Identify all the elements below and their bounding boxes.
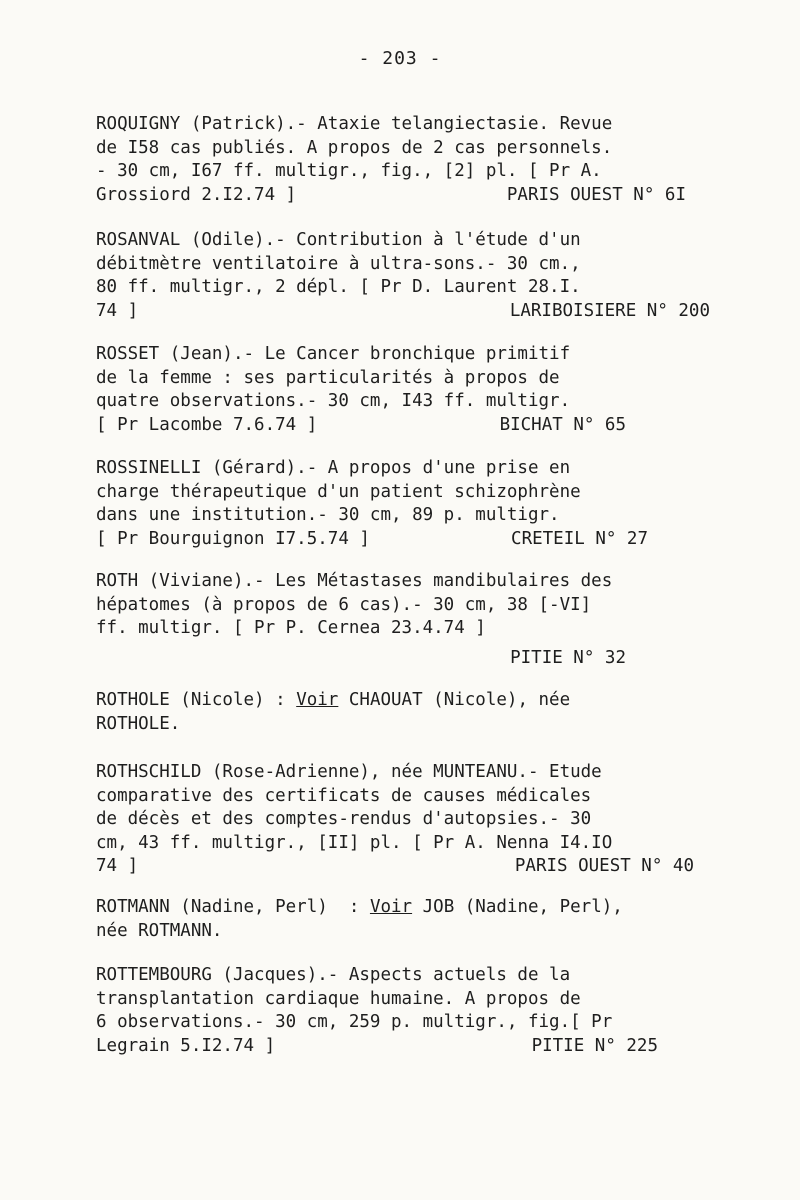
entry-rosanval <box>96 229 716 323</box>
entry-line: débitmètre ventilatoire à ultra-sons.- 30 cm., <box>96 253 581 274</box>
entry-line: de la femme : ses particularités à propos de <box>96 367 560 388</box>
voir-link: Voir <box>369 897 413 917</box>
entry-line: ROSSET (Jean).- Le Cancer bronchique primitif <box>96 344 571 364</box>
entry-line: 74 ] <box>96 856 139 876</box>
entry-line: [ Pr Bourguignon I7.5.74 ] <box>96 528 370 549</box>
entry-line: Grossiord 2.I2.74 ] <box>96 184 297 205</box>
entry-line: née ROTMANN. <box>96 920 223 941</box>
entry-location: BICHAT N° 65 <box>499 414 626 435</box>
entry-rothole <box>96 689 716 736</box>
entry-line: hépatomes (à propos de 6 cas).- 30 cm, 38 [-VI] <box>96 594 592 615</box>
entry-line: cm, 43 ff. multigr., [II] pl. [ Pr A. Nenna I4.IO <box>96 832 613 853</box>
entry-line: dans une institution.- 30 cm, 89 p. multigr. <box>96 505 560 525</box>
entry-line: quatre observations.- 30 cm, I43 ff. multigr. <box>96 391 571 411</box>
entry-roth <box>96 570 716 670</box>
entry-location: PITIE N° 32 <box>510 647 626 668</box>
entry-line: ROQUIGNY (Patrick).- Ataxie telangiectasie. Revue <box>96 114 613 134</box>
entry-location: PARIS OUEST N° 40 <box>514 856 694 876</box>
entry-location: PARIS OUEST N° 6I <box>506 184 686 205</box>
entry-rossinelli <box>96 457 716 551</box>
entry-line: de I58 cas publiés. A propos de 2 cas personnels. <box>96 137 613 158</box>
entry-line: ROSSINELLI (Gérard).- A propos d'une prise en <box>96 458 571 478</box>
entry-line: comparative des certificats de causes médicales <box>96 785 592 806</box>
entry-line: ff. multigr. [ Pr P. Cernea 23.4.74 ] <box>96 618 486 638</box>
entry-line: CHAOUAT (Nicole), née <box>338 690 571 710</box>
entry-roquigny <box>96 113 716 207</box>
voir-link: Voir <box>296 690 339 710</box>
entry-line: ROTHSCHILD (Rose-Adrienne), née MUNTEANU.- Etude <box>96 762 602 782</box>
entry-line: [ Pr Lacombe 7.6.74 ] <box>96 414 318 435</box>
entry-rosset <box>96 343 716 437</box>
entry-line: transplantation cardiaque humaine. A propos de <box>96 988 581 1009</box>
entry-line: charge thérapeutique d'un patient schizophrène <box>96 481 581 502</box>
entry-line: ROTH (Viviane).- Les Métastases mandibulaires des <box>96 571 613 591</box>
entry-line: ROTHOLE. <box>96 713 181 734</box>
entry-line: ROTMANN (Nadine, Perl) : <box>96 897 370 917</box>
entry-line: Legrain 5.I2.74 ] <box>96 1035 276 1056</box>
entry-location: PITIE N° 225 <box>531 1035 658 1056</box>
entry-rottembourg <box>96 964 716 1058</box>
entry-line: 80 ff. multigr., 2 dépl. [ Pr D. Laurent 28.I. <box>96 277 581 297</box>
entry-line: ROTHOLE (Nicole) : <box>96 690 297 710</box>
entry-line: 6 observations.- 30 cm, 259 p. multigr., fig.[ Pr <box>96 1012 613 1032</box>
entry-line: - 30 cm, I67 ff. multigr., fig., [2] pl. [ Pr A. <box>96 161 602 181</box>
page-number: - 203 - <box>358 48 442 69</box>
entry-line: ROTTEMBOURG (Jacques).- Aspects actuels de la <box>96 965 571 985</box>
entry-line: de décès et des comptes-rendus d'autopsies.- 30 <box>96 809 592 829</box>
entry-line: JOB (Nadine, Perl), <box>412 897 623 917</box>
entry-line: ROSANVAL (Odile).- Contribution à l'étude d'un <box>96 230 581 250</box>
entry-rothschild <box>96 761 716 879</box>
entry-location: CRETEIL N° 27 <box>511 528 648 549</box>
entry-location: LARIBOISIERE N° 200 <box>509 300 710 321</box>
entry-line: 74 ] <box>96 300 139 321</box>
entry-rotmann <box>96 896 716 943</box>
